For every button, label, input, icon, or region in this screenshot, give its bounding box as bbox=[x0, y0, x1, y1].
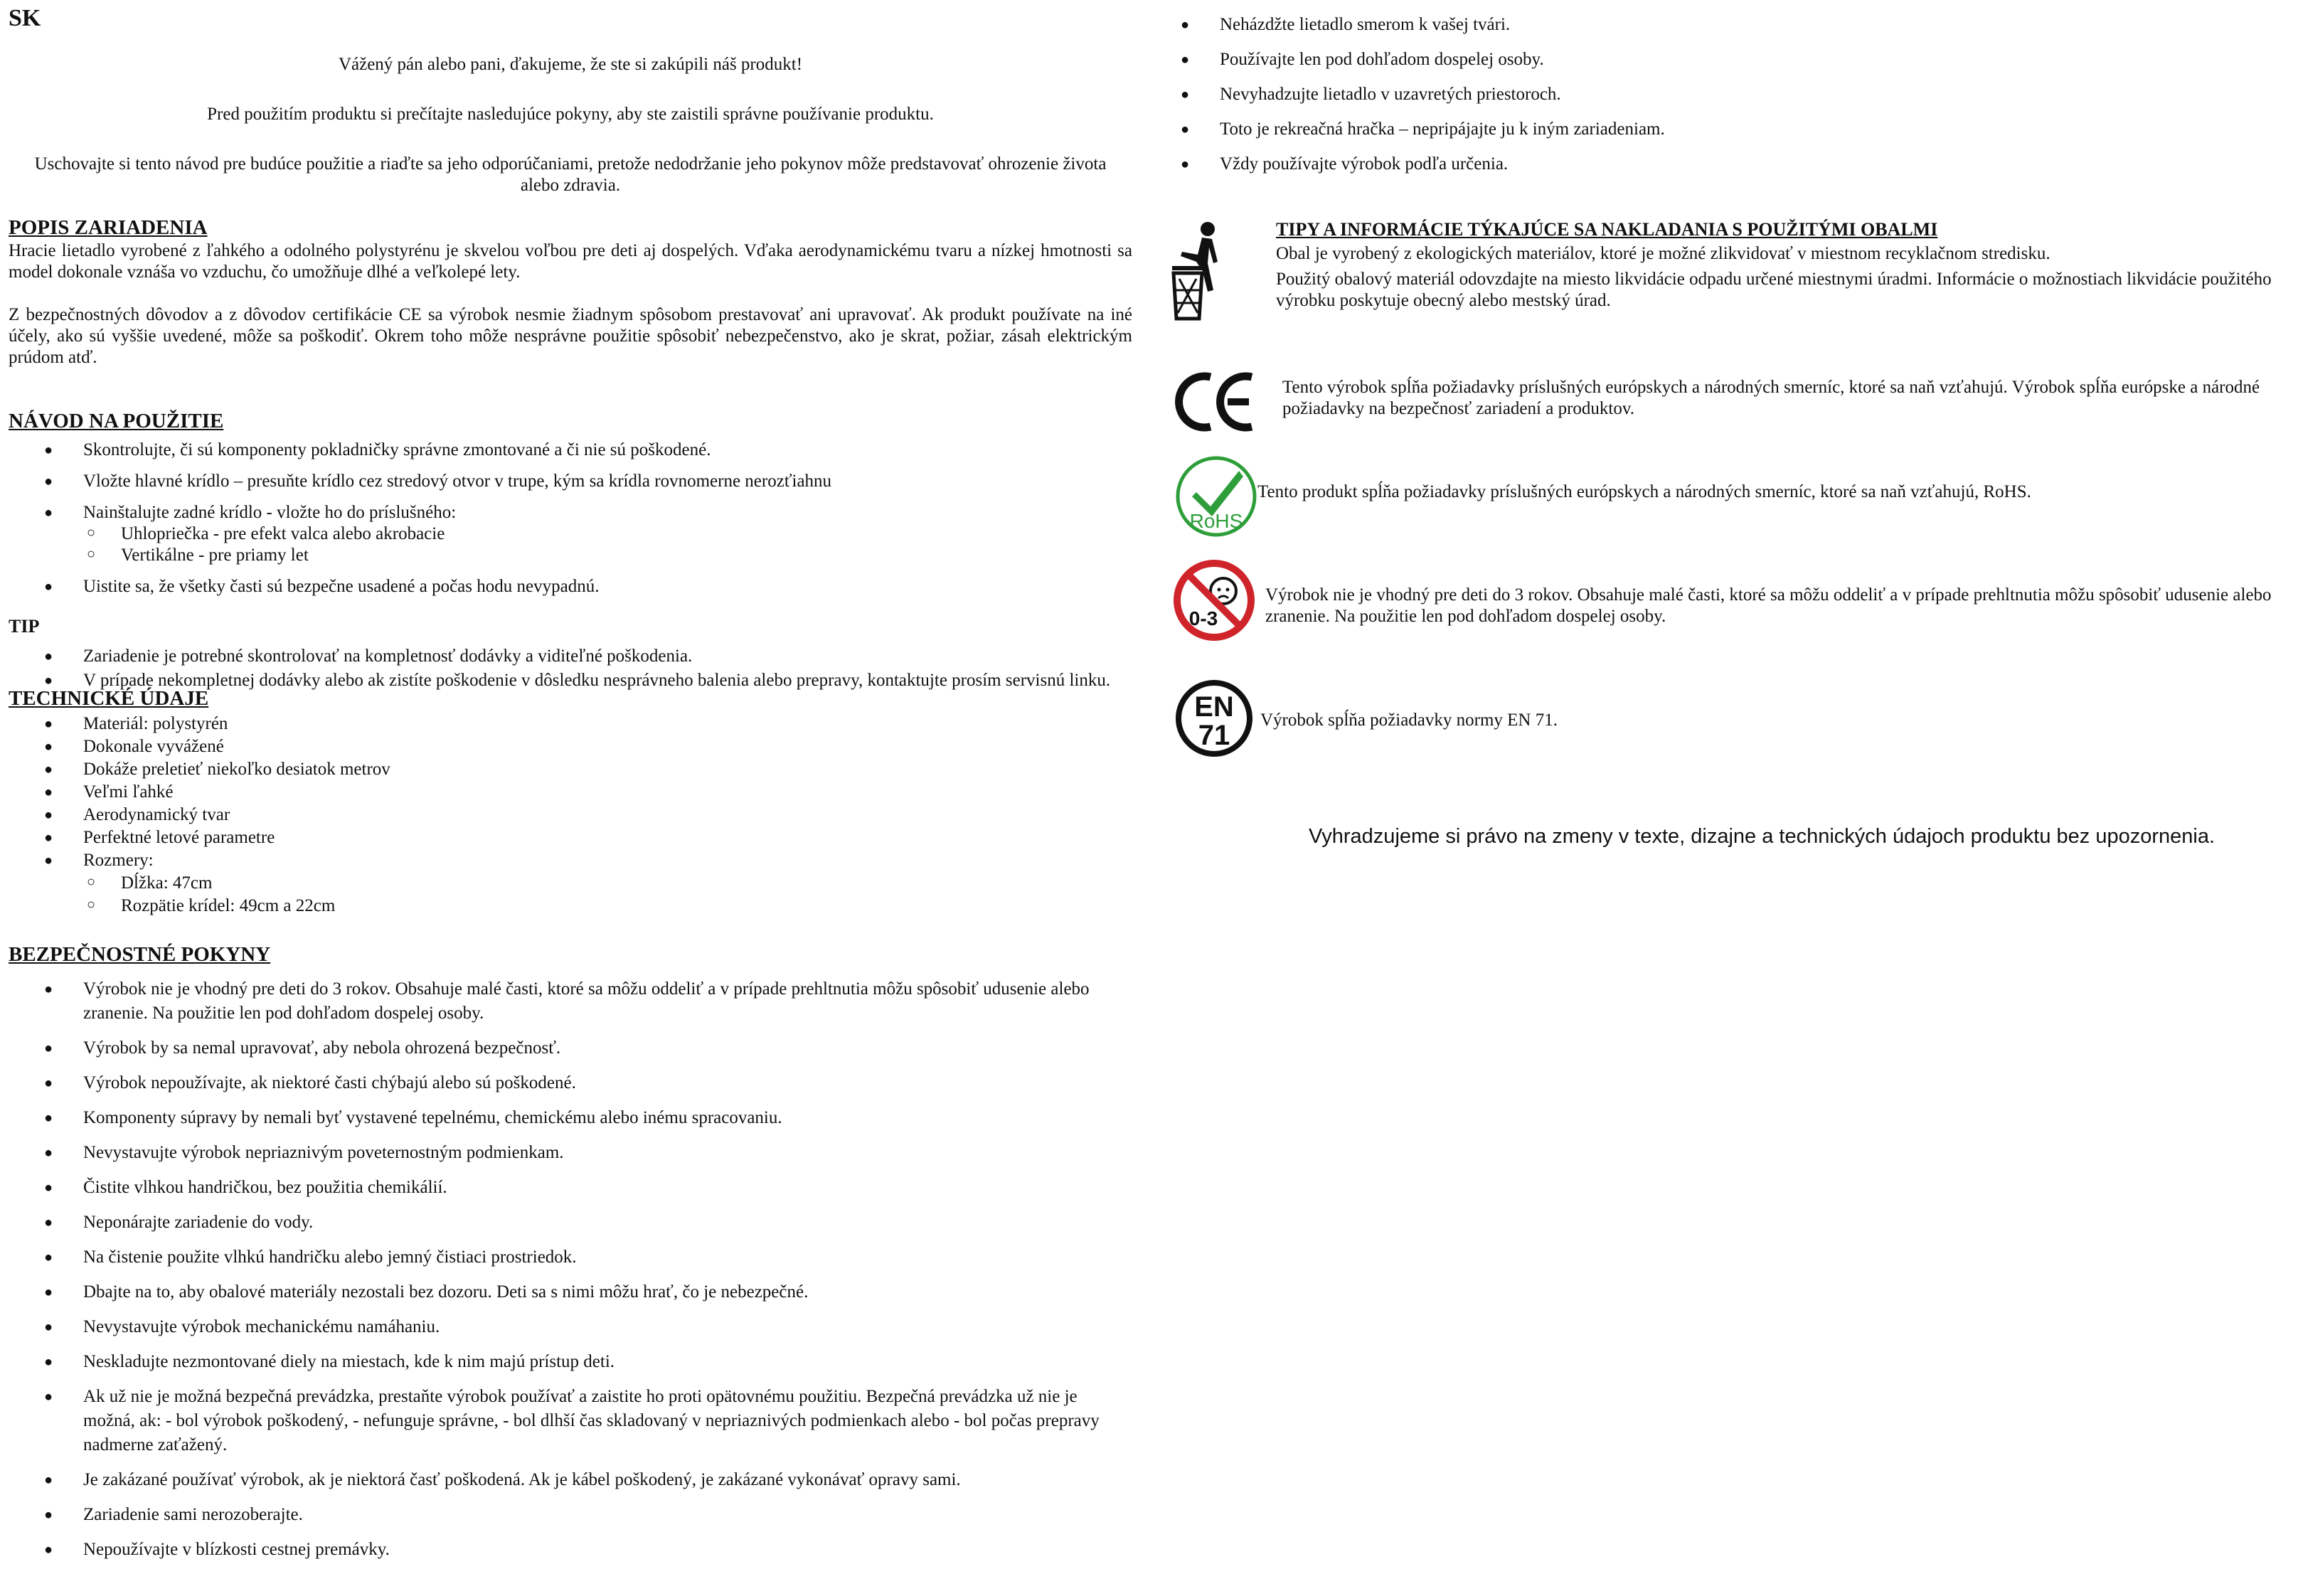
tip-heading: TIP bbox=[9, 616, 40, 637]
technical-item: ● Materiál: polystyrén bbox=[9, 713, 1132, 735]
technical-item: ● Aerodynamický tvar bbox=[9, 804, 1132, 826]
right-column bbox=[1166, 13, 2290, 176]
intro-read-instructions: Pred použitím produktu si prečítajte nasledujúce pokyny, aby ste zaistili správne používanie produktu. bbox=[207, 105, 934, 124]
age-label: 0-3 bbox=[1188, 607, 1218, 629]
tip-list bbox=[9, 646, 1132, 691]
left-column bbox=[9, 4, 1132, 1562]
disposal-paragraph-2: Použitý obalový materiál odovzdajte na miesto likvidácie odpadu určené miestnymi úradmi. Informácie o možnostiach likvidácie použitého výrobku poskytuje obecný alebo mestský úrad. bbox=[1276, 270, 2272, 310]
en71-text: Výrobok spĺňa požiadavky normy EN 71. bbox=[1260, 711, 1558, 730]
rohs-label: RoHS bbox=[1189, 510, 1243, 532]
safety-item: ● Toto je rekreačná hračka – nepripájajte ju k iným zariadeniam. bbox=[1145, 117, 2290, 142]
tip-item: ● V prípade nekompletnej dodávky alebo ak zistíte poškodenie v dôsledku nesprávneho balenia alebo prepravy, kontaktujte prosím servisnú linku. bbox=[9, 670, 1132, 691]
safety-item: ● Výrobok nepoužívajte, ak niektoré časti chýbajú alebo sú poškodené. bbox=[9, 1071, 1132, 1095]
description-paragraph-2: Z bezpečnostných dôvodov a z dôvodov certifikácie CE sa výrobok nesmie žiadnym spôsobom prestavovať ani upravovať. Ak produkt používate na iné účely, ako sú vyššie uvedené, môže sa poškodiť. Okrem toho môže nesprávne použitie spôsobiť nebezpečenstvo, ako je skrat, požiar, zásah elektrickým prúdom atď. bbox=[9, 305, 1132, 367]
usage-item bbox=[9, 502, 1132, 566]
ce-mark-icon bbox=[1175, 370, 1260, 434]
rohs-text: Tento produkt spĺňa požiadavky príslušných európskych a národných smerníc, ktoré sa naň vzťahujú, RoHS. bbox=[1257, 482, 2031, 501]
en71-label-bottom: 71 bbox=[1198, 720, 1230, 751]
language-code: SK bbox=[9, 5, 41, 31]
safety-item: ● Používajte len pod dohľadom dospelej osoby. bbox=[1145, 48, 2290, 72]
usage-list bbox=[9, 440, 1132, 597]
dimension-item: ○ Rozpätie krídel: 49cm a 22cm bbox=[9, 895, 1132, 917]
intro-keep-manual: Uschovajte si tento návod pre budúce použitie a riaďte sa jeho odporúčaniami, pretože nedodržanie jeho pokynov môže predstavovať ohrozenie života alebo zdravia. bbox=[34, 154, 1107, 195]
disposal-paragraph-1: Obal je vyrobený z ekologických materiálov, ktoré je možné zlikvidovať v miestnom recyklačnom stredisku. bbox=[1276, 244, 2050, 263]
technical-list bbox=[9, 713, 1132, 917]
safety-item: ● Nevyhadzujte lietadlo v uzavretých priestoroch. bbox=[1145, 83, 2290, 107]
safety-item: ● Výrobok by sa nemal upravovať, aby nebola ohrozená bezpečnosť. bbox=[9, 1036, 1132, 1060]
safety-item: ● Výrobok nie je vhodný pre deti do 3 rokov. Obsahuje malé časti, ktoré sa môžu oddeliť a v prípade prehltnutia môžu spôsobiť udusenie alebo zranenie. Na použitie len pod dohľadom dospelej osoby. bbox=[9, 977, 1132, 1026]
technical-item: ● Veľmi ľahké bbox=[9, 781, 1132, 804]
safety-item: ● Komponenty súpravy by nemali byť vystavené tepelnému, chemickému alebo inému spracovaniu. bbox=[9, 1106, 1132, 1130]
rights-notice: Vyhradzujeme si právo na zmeny v texte, dizajne a technických údajoch produktu bez upozornenia. bbox=[1309, 825, 2215, 848]
usage-item-text: Nainštalujte zadné krídlo - vložte ho do príslušného: bbox=[83, 503, 457, 522]
en71-label-top: EN bbox=[1194, 691, 1234, 723]
technical-item bbox=[9, 849, 1132, 917]
safety-item: ● Zariadenie sami nerozoberajte. bbox=[9, 1503, 1132, 1527]
safety-list bbox=[9, 977, 1132, 1562]
safety-heading: BEZPEČNOSTNÉ POKYNY bbox=[9, 943, 271, 966]
dimensions-list bbox=[9, 872, 1132, 917]
description-heading: POPIS ZARIADENIA bbox=[9, 216, 208, 239]
safety-item: ● Nepoužívajte v blízkosti cestnej premávky. bbox=[9, 1538, 1132, 1562]
safety-item: ● Neskladujte nezmontované diely na miestach, kde k nim majú prístup deti. bbox=[9, 1350, 1132, 1374]
safety-item: ● Nevystavujte výrobok nepriaznivým poveternostným podmienkam. bbox=[9, 1141, 1132, 1165]
usage-item: ● Vložte hlavné krídlo – presuňte krídlo cez stredový otvor v trupe, kým sa krídla rovnomerne nerozťiahnu bbox=[9, 471, 1132, 492]
technical-item-text: Rozmery: bbox=[83, 851, 154, 870]
usage-sub-item: ○ Uhlopriečka - pre efekt valca alebo akrobacie bbox=[9, 523, 1132, 545]
safety-item: ● Je zakázané používať výrobok, ak je niektorá časť poškodená. Ak je kábel poškodený, je zakázané vykonávať opravy sami. bbox=[9, 1468, 1132, 1492]
safety-continued-list bbox=[1145, 13, 2290, 176]
ce-text: Tento výrobok spĺňa požiadavky príslušných európskych a národných smerníc, ktoré sa naň vzťahujú. Výrobok spĺňa európske a národné požiadavky na bezpečnosť zariadení a produktov. bbox=[1282, 378, 2260, 418]
description-paragraph-1: Hracie lietadlo vyrobené z ľahkého a odolného polystyrénu je skvelou voľbou pre deti aj dospelých. Vďaka aerodynamickému tvaru a nízkej hmotnosti sa model dokonale vznáša vo vzduchu, čo umožňuje dlhé a veľkolepé lety. bbox=[9, 241, 1132, 282]
usage-item: ● Uistite sa, že všetky časti sú bezpečne usadené a počas hodu nevypadnú. bbox=[9, 576, 1132, 597]
safety-item: ● Nevystavujte výrobok mechanickému namáhaniu. bbox=[9, 1315, 1132, 1339]
technical-item: ● Dokonale vyvážené bbox=[9, 735, 1132, 758]
safety-item: ● Neponárajte zariadenie do vody. bbox=[9, 1211, 1132, 1235]
safety-item: ● Dbajte na to, aby obalové materiály nezostali bez dozoru. Deti sa s nimi môžu hrať, čo je nebezpečné. bbox=[9, 1280, 1132, 1304]
usage-heading: NÁVOD NA POUŽITIE bbox=[9, 410, 224, 432]
safety-item: ● Na čistenie použite vlhkú handričku alebo jemný čistiaci prostriedok. bbox=[9, 1245, 1132, 1270]
disposal-section bbox=[1276, 219, 2272, 312]
safety-item: ● Čistite vlhkou handričkou, bez použitia chemikálií. bbox=[9, 1176, 1132, 1200]
technical-item: ● Dokáže preletieť niekoľko desiatok metrov bbox=[9, 758, 1132, 781]
intro-greeting: Vážený pán alebo pani, ďakujeme, že ste si zakúpili náš produkt! bbox=[338, 55, 803, 74]
rohs-icon bbox=[1175, 455, 1257, 538]
en71-mark-icon bbox=[1175, 679, 1253, 757]
dimension-item: ○ Dĺžka: 47cm bbox=[9, 872, 1132, 895]
recycle-bin-icon bbox=[1166, 219, 1223, 326]
technical-heading: TECHNICKÉ ÚDAJE bbox=[9, 687, 209, 710]
tip-item: ● Zariadenie je potrebné skontrolovať na kompletnosť dodávky a viditeľné poškodenia. bbox=[9, 646, 1132, 667]
safety-item: ● Vždy používajte výrobok podľa určenia. bbox=[1145, 152, 2290, 176]
disposal-heading: TIPY A INFORMÁCIE TÝKAJÚCE SA NAKLADANIA S POUŽITÝMI OBALMI bbox=[1276, 219, 1938, 240]
safety-item: ● Ak už nie je možná bezpečná prevádzka, prestaňte výrobok používať a zaistite ho proti opätovnému použitiu. Bezpečná prevádzka už nie je možná, ak: - bol výrobok poškodený, - nefunguje správne, - bol dlhší čas skladovaný v nepriaznivých podmienkach alebo - bol počas prepravy nadmerne zaťažený. bbox=[9, 1385, 1132, 1457]
usage-sub-list bbox=[9, 523, 1132, 566]
technical-item: ● Perfektné letové parametre bbox=[9, 826, 1132, 849]
age-warning-icon bbox=[1172, 558, 1256, 642]
usage-item: ● Skontrolujte, či sú komponenty pokladničky správne zmontované a či nie sú poškodené. bbox=[9, 440, 1132, 461]
usage-sub-item: ○ Vertikálne - pre priamy let bbox=[9, 545, 1132, 566]
age-warning-text: Výrobok nie je vhodný pre deti do 3 rokov. Obsahuje malé časti, ktoré sa môžu oddeliť a v prípade prehltnutia môžu spôsobiť udusenie alebo zranenie. Na použitie len pod dohľadom dospelej osoby. bbox=[1265, 585, 2272, 626]
safety-item: ● Neházdžte lietadlo smerom k vašej tvári. bbox=[1145, 13, 2290, 37]
